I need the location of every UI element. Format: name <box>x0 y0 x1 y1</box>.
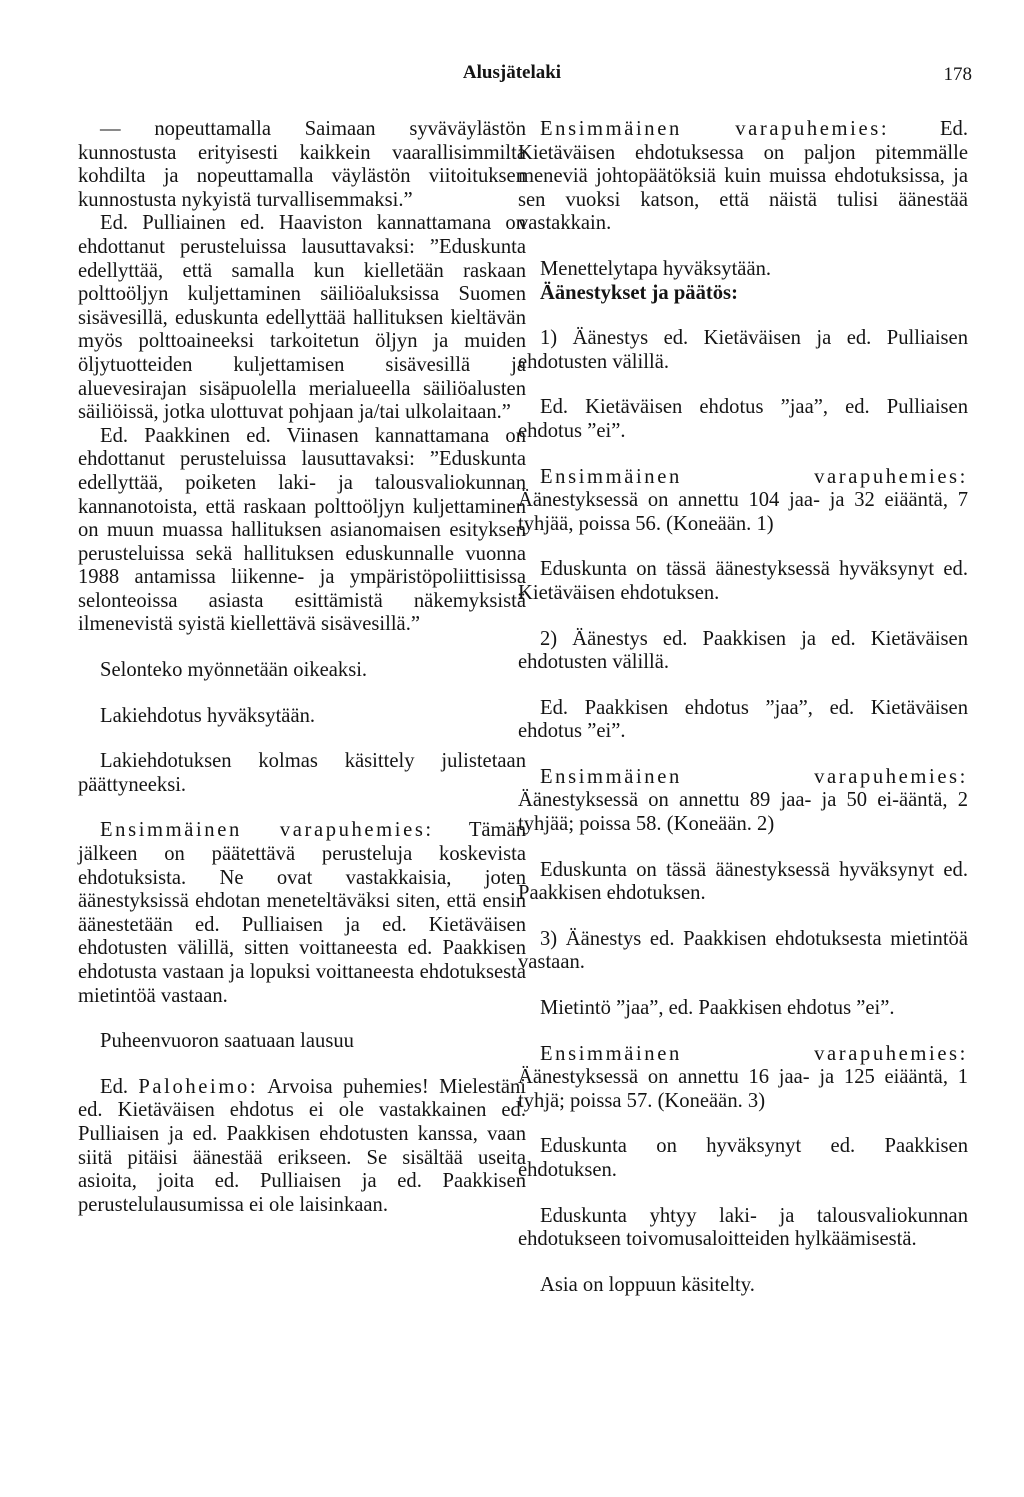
speech-text: Äänestyksessä on annettu 89 jaa- ja 50 ei-ääntä, 2 tyhjää; poissa 58. (Koneään. 2) <box>518 789 968 836</box>
paragraph-vote-2-options: Ed. Paakkisen ehdotus ”jaa”, ed. Kietäväisen ehdotus ”ei”. <box>518 696 968 743</box>
paragraph-bill-accepted: Lakiehdotus hyväksytään. <box>100 704 316 727</box>
paragraph-vote-1-options: Ed. Kietäväisen ehdotus ”jaa”, ed. Pulliaisen ehdotus ”ei”. <box>518 396 968 442</box>
paragraph-vote-3-result <box>518 1043 968 1114</box>
paragraph-vote-3-decision: Eduskunta on hyväksynyt ed. Paakkisen ehdotuksen. <box>518 1135 968 1181</box>
speech-text: Ed. Kietäväisen ehdotuksessa on paljon pitemmälle meneviä johtopäätöksiä kuin muissa ehdotuksissa, ja sen vuoksi katson, että näistä tulisi äänestää vastakkain. <box>518 118 968 235</box>
paragraph-paloheimo-speech <box>78 1076 526 1218</box>
paragraph-vote-3: 3) Äänestys ed. Paakkisen ehdotuksesta mietintöä vastaan. <box>518 927 968 974</box>
speaker-name: Ensimmäinen varapuhemies: <box>540 118 890 140</box>
right-column <box>518 118 968 1297</box>
paragraph-vote-2-decision: Eduskunta on tässä äänestyksessä hyväksynyt ed. Paakkisen ehdotuksen. <box>518 858 968 905</box>
paragraph-vote-2-result <box>518 766 968 837</box>
speech-text: Tämän jälkeen on päätettävä perusteluja koskevista ehdotuksista. Ne ovat vastakkaisia, joten äänestyksissä ehdotan meneteltäväksi siten, että ensin äänestetään ed. Pulliaisen ja ed. Kietäväisen ehdotusten välillä, sitten voittaneesta ed. Paakkisen ehdotusta vastaan ja lopuksi voittaneesta ehdotuksesta mietintöä vastaan. <box>78 819 527 1007</box>
paragraph-matter-closed: Asia on loppuun käsitelty. <box>540 1273 755 1296</box>
left-column <box>78 118 526 1217</box>
paragraph-initiatives-rejected: Eduskunta yhtyy laki- ja talousvaliokunnan ehdotukseen toivomusaloitteiden hylkäämisestä. <box>518 1204 968 1251</box>
paragraph-vote-1: 1) Äänestys ed. Kietäväisen ja ed. Pulliaisen ehdotusten välillä. <box>518 327 968 373</box>
running-head <box>0 62 1024 92</box>
paragraph-bullet-item: — nopeuttamalla Saimaan syväväylästön kunnostusta erityisesti kaikkein vaarallisimmilta kohdilta ja nopeuttamalla väylästön viitoituksen kunnostusta nykyistä turvallisemmaksi.” <box>78 118 526 211</box>
paragraph-vote-2: 2) Äänestys ed. Paakkisen ja ed. Kietäväisen ehdotusten välillä. <box>518 627 968 674</box>
paragraph-third-reading: Lakiehdotuksen kolmas käsittely julistetaan päättyneeksi. <box>78 750 526 796</box>
speaker-name: Ensimmäinen varapuhemies: <box>540 465 968 488</box>
paragraph-vote-3-options: Mietintö ”jaa”, ed. Paakkisen ehdotus ”ei”. <box>540 997 895 1020</box>
speech-text: Äänestyksessä on annettu 104 jaa- ja 32 eiääntä, 7 tyhjää, poissa 56. (Koneään. 1) <box>518 489 968 535</box>
speaker-name: Ensimmäinen varapuhemies: <box>540 1042 968 1065</box>
paragraph-report-approved: Selonteko myönnetään oikeaksi. <box>100 659 368 682</box>
speaker-name: Paloheimo: <box>138 1075 259 1098</box>
speech-text: Arvoisa puhemies! Mielestäni ed. Kietäväisen ehdotus ei ole vastakkainen ed. Pulliaisen ja ed. Paakkisen ehdotusten kanssa, vaan siitä pitäisi äänestää erikseen. Se sisältää useita asioita, joita ed. Pulliaisen ja ed. Paakkisen perustelulausumissa ei ole laisinkaan. <box>78 1075 527 1216</box>
paragraph-pulliainen-proposal: Ed. Pulliainen ed. Haaviston kannattamana on ehdottanut perusteluissa lausuttavaksi: ”Eduskunta edellyttää, että samalla kun kielletään raskaan polttoöljyn kuljettaminen säiliöaluksissa Suomen sisävesillä, eduskunta edellyttää hallituksen kieltävän myös polttoaineeksi tarkoitetun öljyn ja muiden öljytuotteiden kuljettamisen sisävesillä ja aluevesirajan sisäpuolella merialueella säiliöalusten säiliöissä, jotka ulottuvat pohjaan ja/tai ulkolaitaan.” <box>78 212 526 424</box>
speaker-name: Ensimmäinen varapuhemies: <box>540 765 968 788</box>
running-title: Alusjätelaki <box>462 62 562 83</box>
speaker-name: Ensimmäinen varapuhemies: <box>100 819 434 842</box>
paragraph-floor-given: Puheenvuoron saatuaan lausuu <box>100 1030 354 1053</box>
paragraph-procedure-accepted: Menettelytapa hyväksytään. <box>540 257 772 280</box>
speech-text: Äänestyksessä on annettu 16 jaa- ja 125 eiääntä, 1 tyhjä; poissa 57. (Koneään. 3) <box>518 1066 968 1112</box>
section-heading: Äänestykset ja päätös: <box>540 281 738 304</box>
paragraph-paakkinen-proposal: Ed. Paakkinen ed. Viinasen kannattamana on ehdottanut perusteluissa lausuttavaksi: ”Eduskunta edellyttää, poiketen laki- ja talousvaliokunnan kannanotoista, että raskaan polttoöljyn kuljettaminen on muun muassa hallituksen asianomaisen esityksen perusteluissa sekä hallituksen eduskunnalle vuonna 1988 antamissa liikenne- ja ympäristöpoliittisissa selonteoissa asiasta esittämistä näkemyksistä ilmenevistä syistä kiellettävä sisävesillä.” <box>78 424 526 636</box>
paragraph-speaker-statement <box>78 819 526 1008</box>
paragraph-speaker-statement <box>518 118 968 236</box>
page-number: 178 <box>943 64 972 85</box>
paragraph-vote-1-result <box>518 466 968 537</box>
speaker-prefix: Ed. <box>100 1075 129 1098</box>
paragraph-vote-1-decision: Eduskunta on tässä äänestyksessä hyväksynyt ed. Kietäväisen ehdotuksen. <box>518 558 968 604</box>
